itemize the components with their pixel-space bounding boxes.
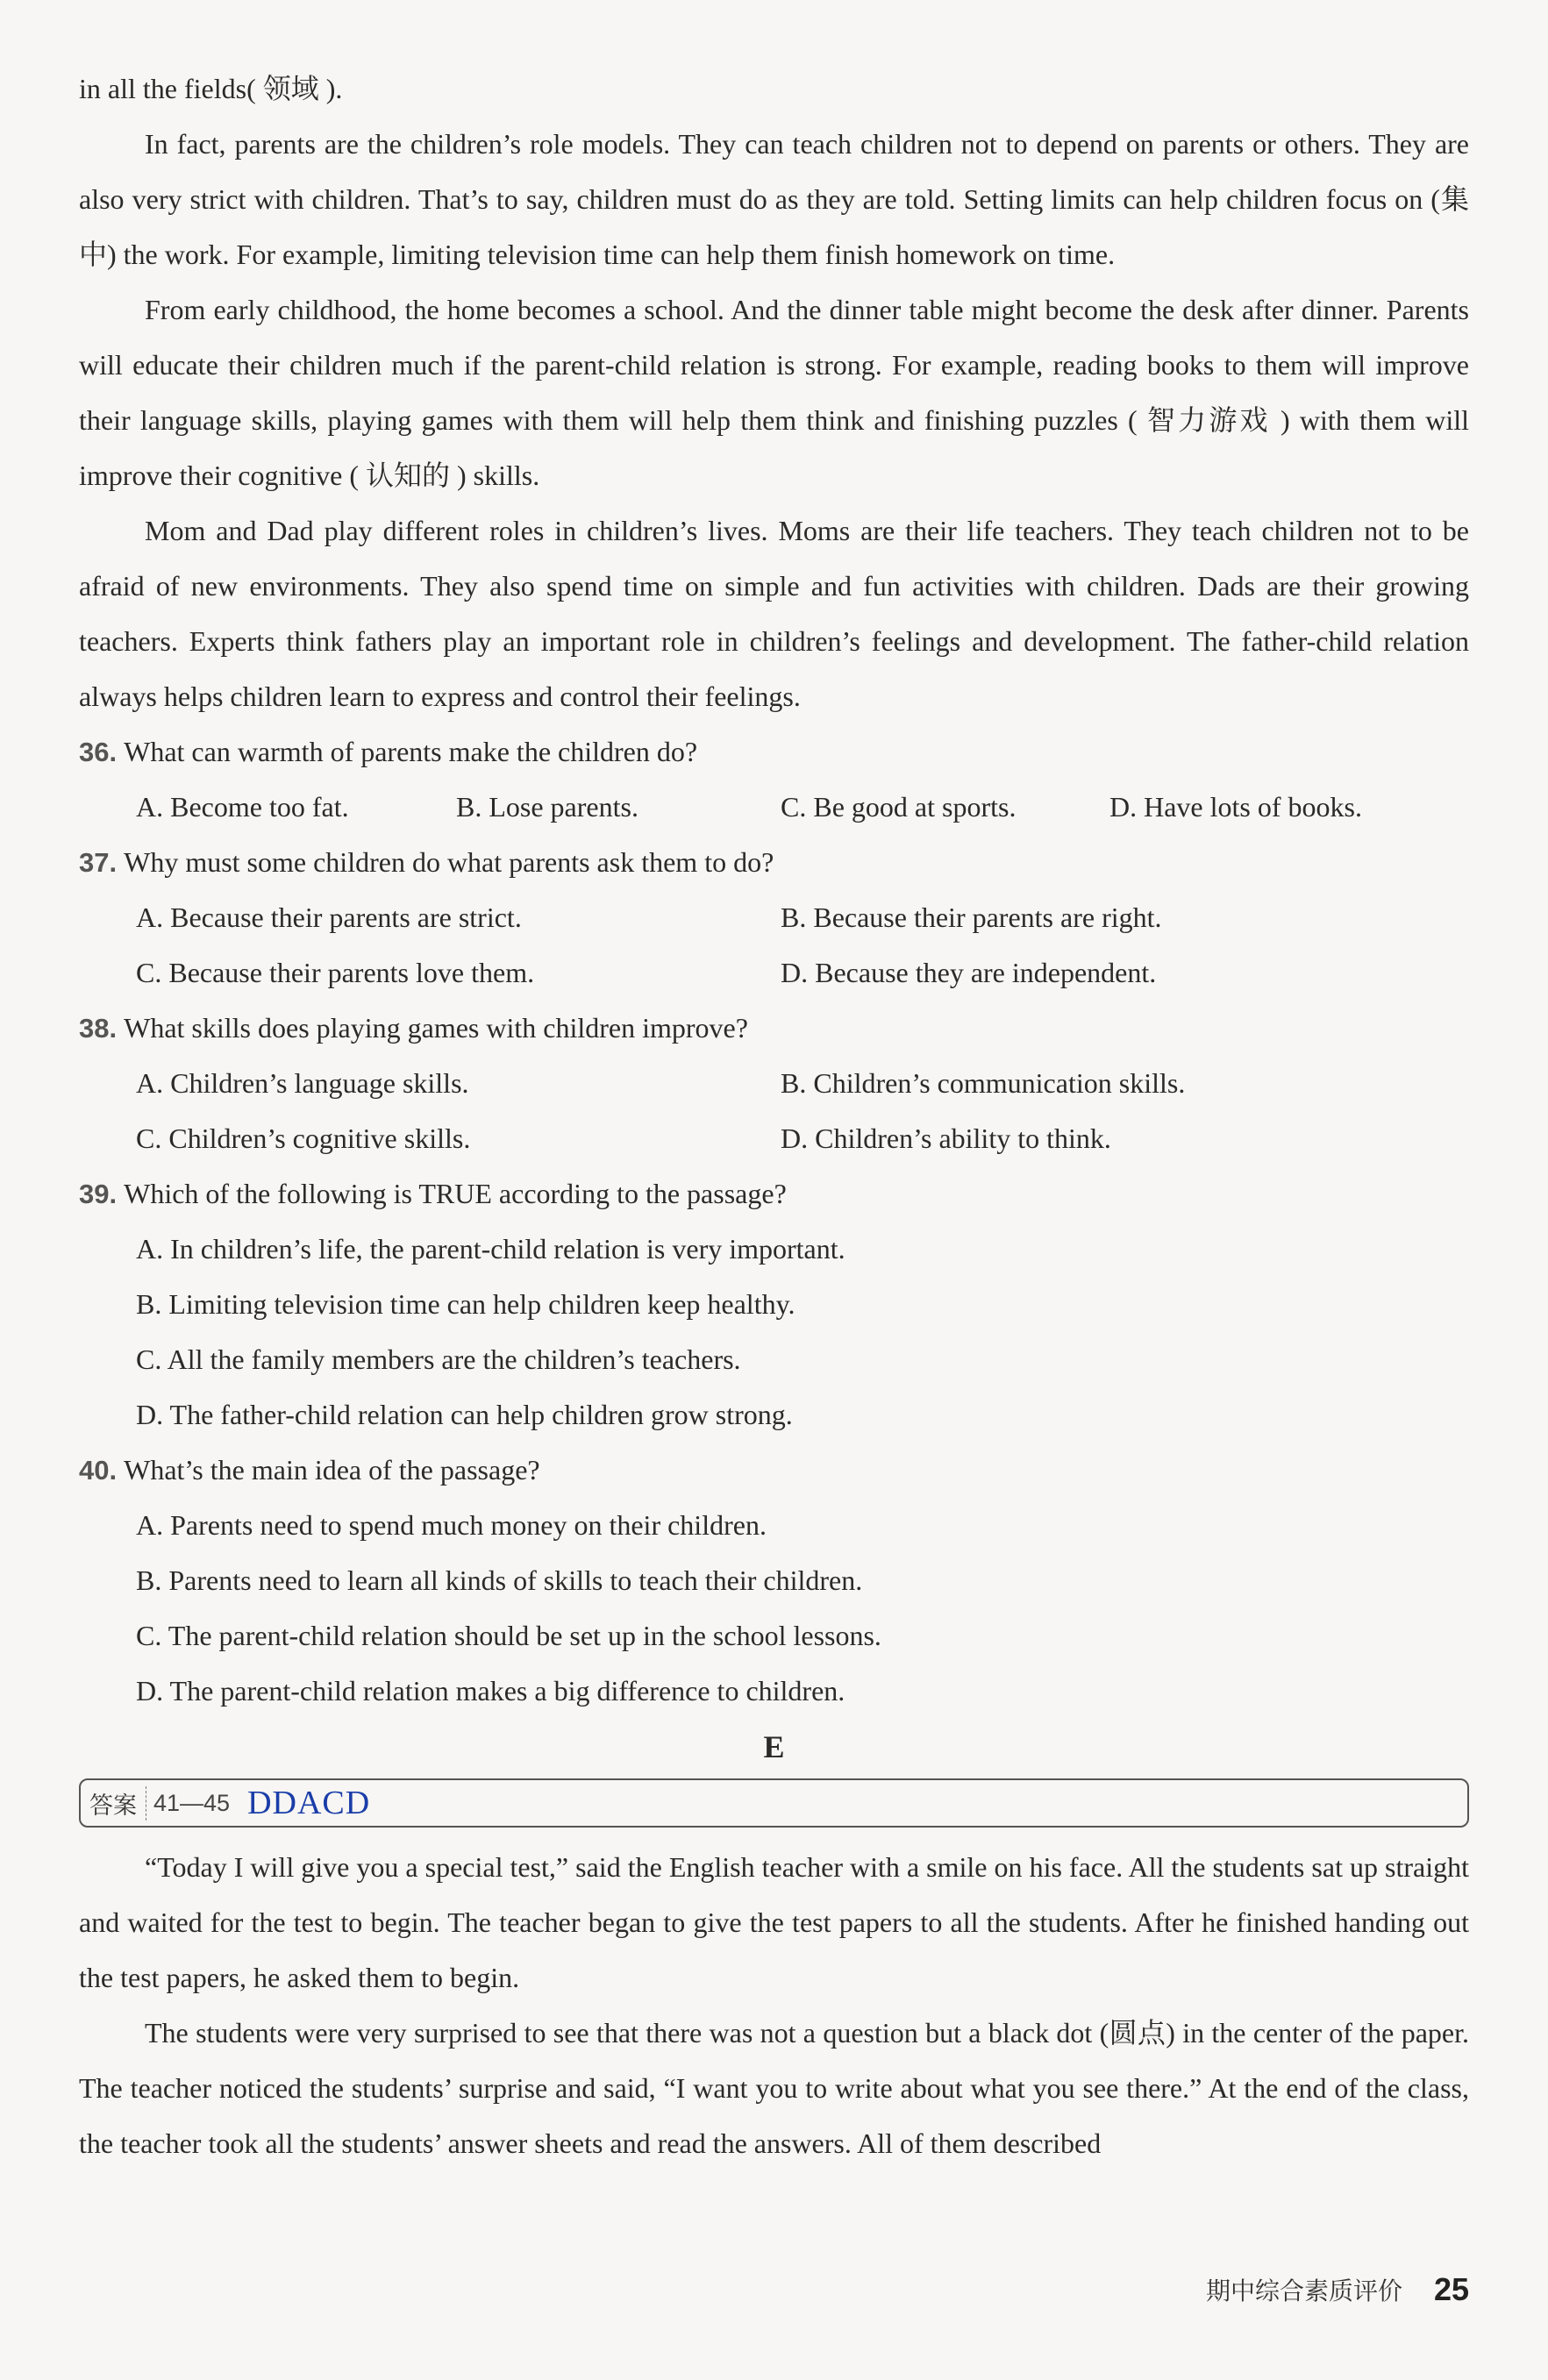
question-38 xyxy=(79,1001,1469,1056)
footer-title: 期中综合素质评价 xyxy=(1205,2277,1402,2305)
option-a[interactable]: A. Parents need to spend much money on their children. xyxy=(136,1509,767,1541)
question-number: 40. xyxy=(79,1455,118,1486)
passage-d-p2: From early childhood, the home becomes a school. And the dinner table might become the desk after dinner. Parents will educate their children much if the parent-child relation is strong. For example, reading books to them will improve their language skills, playing games with them will help them think and finishing puzzles ( 智力游戏 ) with them will improve their cognitive ( 认知的 ) skills. xyxy=(79,294,1469,491)
question-37 xyxy=(79,835,1469,890)
answer-range: 41—45 xyxy=(153,1789,231,1816)
page-number: 25 xyxy=(1433,2271,1469,2307)
question-number: 37. xyxy=(79,847,118,878)
option-d[interactable]: D. Have lots of books. xyxy=(1109,791,1362,823)
option-c[interactable]: C. The parent-child relation should be set up in the school lessons. xyxy=(136,1620,881,1651)
question-text: What skills does playing games with children improve? xyxy=(124,1012,748,1044)
passage-d-p0: in all the fields( 领域 ). xyxy=(79,73,343,104)
option-a[interactable]: A. Because their parents are strict. xyxy=(136,901,522,933)
option-d[interactable]: D. The parent-child relation makes a big difference to children. xyxy=(136,1675,845,1707)
section-heading: E xyxy=(763,1729,785,1764)
passage-d-p3: Mom and Dad play different roles in children’s lives. Moms are their life teachers. They teach children not to be afraid of new environments. They also spend time on simple and fun activities with children. Dads are their growing teachers. Experts think fathers play an important role in children’s feelings and development. The father-child relation always helps children learn to express and control their feelings. xyxy=(79,515,1469,712)
option-c[interactable]: C. Be good at sports. xyxy=(781,791,1017,823)
passage-e-p2: The students were very surprised to see that there was not a question but a black dot (圆点) in the center of the paper. The teacher noticed the students’ surprise and said, “I want you to write about what you see there.” At the end of the class, the teacher took all the students’ answer sheets and read the answers. All of them described xyxy=(79,2017,1469,2159)
option-b[interactable]: B. Children’s communication skills. xyxy=(781,1067,1186,1099)
question-number: 39. xyxy=(79,1179,118,1209)
page-footer xyxy=(1206,2271,1469,2308)
option-b[interactable]: B. Limiting television time can help children keep healthy. xyxy=(136,1288,795,1320)
question-number: 36. xyxy=(79,737,118,767)
option-a[interactable]: A. Children’s language skills. xyxy=(136,1067,469,1099)
question-text: Why must some children do what parents ask them to do? xyxy=(124,846,774,878)
options-37 xyxy=(79,890,1469,1001)
answer-box xyxy=(79,1778,1469,1828)
options-38 xyxy=(79,1056,1469,1166)
question-40 xyxy=(79,1443,1469,1498)
option-c[interactable]: C. Because their parents love them. xyxy=(136,957,535,988)
question-text: Which of the following is TRUE according to the passage? xyxy=(124,1178,787,1209)
question-text: What’s the main idea of the passage? xyxy=(124,1454,540,1486)
option-b[interactable]: B. Because their parents are right. xyxy=(781,901,1162,933)
option-c[interactable]: C. All the family members are the children’s teachers. xyxy=(136,1343,741,1375)
option-d[interactable]: D. Children’s ability to think. xyxy=(781,1122,1111,1154)
question-36 xyxy=(79,724,1469,780)
option-d[interactable]: D. Because they are independent. xyxy=(781,957,1157,988)
passage-e-p1: “Today I will give you a special test,” said the English teacher with a smile on his face. All the students sat up straight and waited for the test to begin. The teacher began to give the test papers to all the students. After he finished handing out the test papers, he asked them to begin. xyxy=(79,1851,1469,1993)
options-36 xyxy=(79,780,1469,835)
option-c[interactable]: C. Children’s cognitive skills. xyxy=(136,1122,471,1154)
option-a[interactable]: A. Become too fat. xyxy=(136,791,349,823)
question-text: What can warmth of parents make the children do? xyxy=(124,736,698,767)
option-d[interactable]: D. The father-child relation can help children grow strong. xyxy=(136,1399,793,1430)
option-a[interactable]: A. In children’s life, the parent-child relation is very important. xyxy=(136,1233,845,1265)
question-number: 38. xyxy=(79,1013,118,1044)
passage-d-p1: In fact, parents are the children’s role models. They can teach children not to depend on parents or others. They are also very strict with children. That’s to say, children must do as they are told. Setting limits can help children focus on (集中) the work. For example, limiting television time can help them finish homework on time. xyxy=(79,128,1469,270)
answer-value: DDACD xyxy=(247,1785,371,1821)
option-b[interactable]: B. Lose parents. xyxy=(456,791,638,823)
answer-label: 答案 xyxy=(89,1786,146,1821)
question-39 xyxy=(79,1166,1469,1222)
option-b[interactable]: B. Parents need to learn all kinds of skills to teach their children. xyxy=(136,1564,863,1596)
